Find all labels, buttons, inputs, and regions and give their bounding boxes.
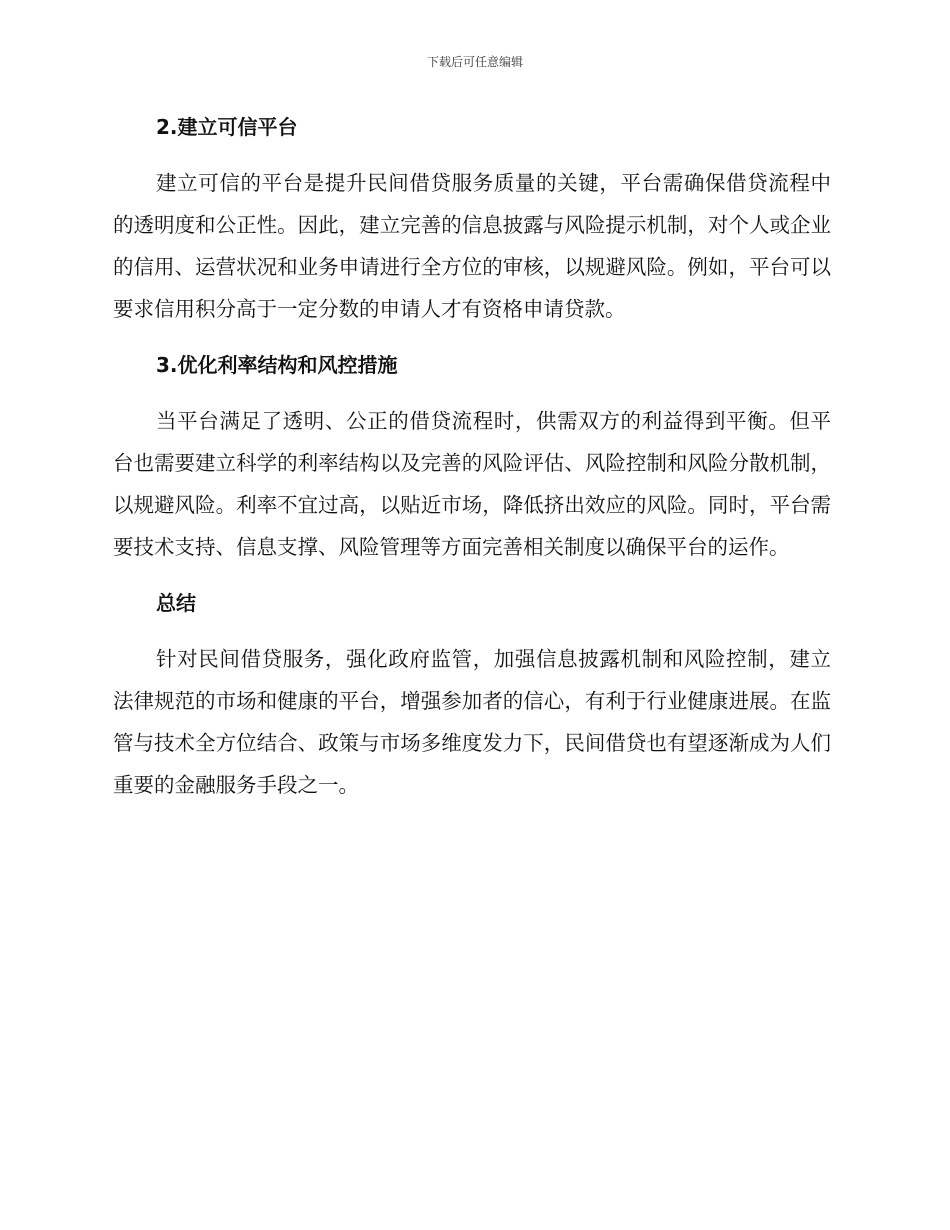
section-paragraph-summary: 针对民间借贷服务，强化政府监管，加强信息披露机制和风险控制，建立法律规范的市场和健康的平台，增强参加者的信心，有利于行业健康进展。在监管与技术全方位结合、政策与市场多维度发力下，民间借贷也有望逐渐成为人们重要的金融服务手段之一。 (113, 647, 831, 797)
section-heading-summary: 总结 (156, 591, 196, 615)
header-note: 下载后可任意编辑 (426, 55, 523, 69)
document-body (113, 112, 831, 806)
section-heading-optimize-rate-structure: 3.优化利率结构和风控措施 (156, 353, 398, 377)
section-heading-build-trusted-platform: 2.建立可信平台 (156, 115, 298, 139)
section-paragraph-build-trusted-platform: 建立可信的平台是提升民间借贷服务质量的关键，平台需确保借贷流程中的透明度和公正性。因此，建立完善的信息披露与风险提示机制，对个人或企业的信用、运营状况和业务申请进行全方位的审核，以规避风险。例如，平台可以要求信用积分高于一定分数的申请人才有资格申请贷款。 (113, 171, 831, 321)
section-paragraph-optimize-rate-structure: 当平台满足了透明、公正的借贷流程时，供需双方的利益得到平衡。但平台也需要建立科学的利率结构以及完善的风险评估、风险控制和风险分散机制，以规避风险。利率不宜过高，以贴近市场，降低挤出效应的风险。同时，平台需要技术支持、信息支撑、风险管理等方面完善相关制度以确保平台的运作。 (113, 409, 831, 559)
